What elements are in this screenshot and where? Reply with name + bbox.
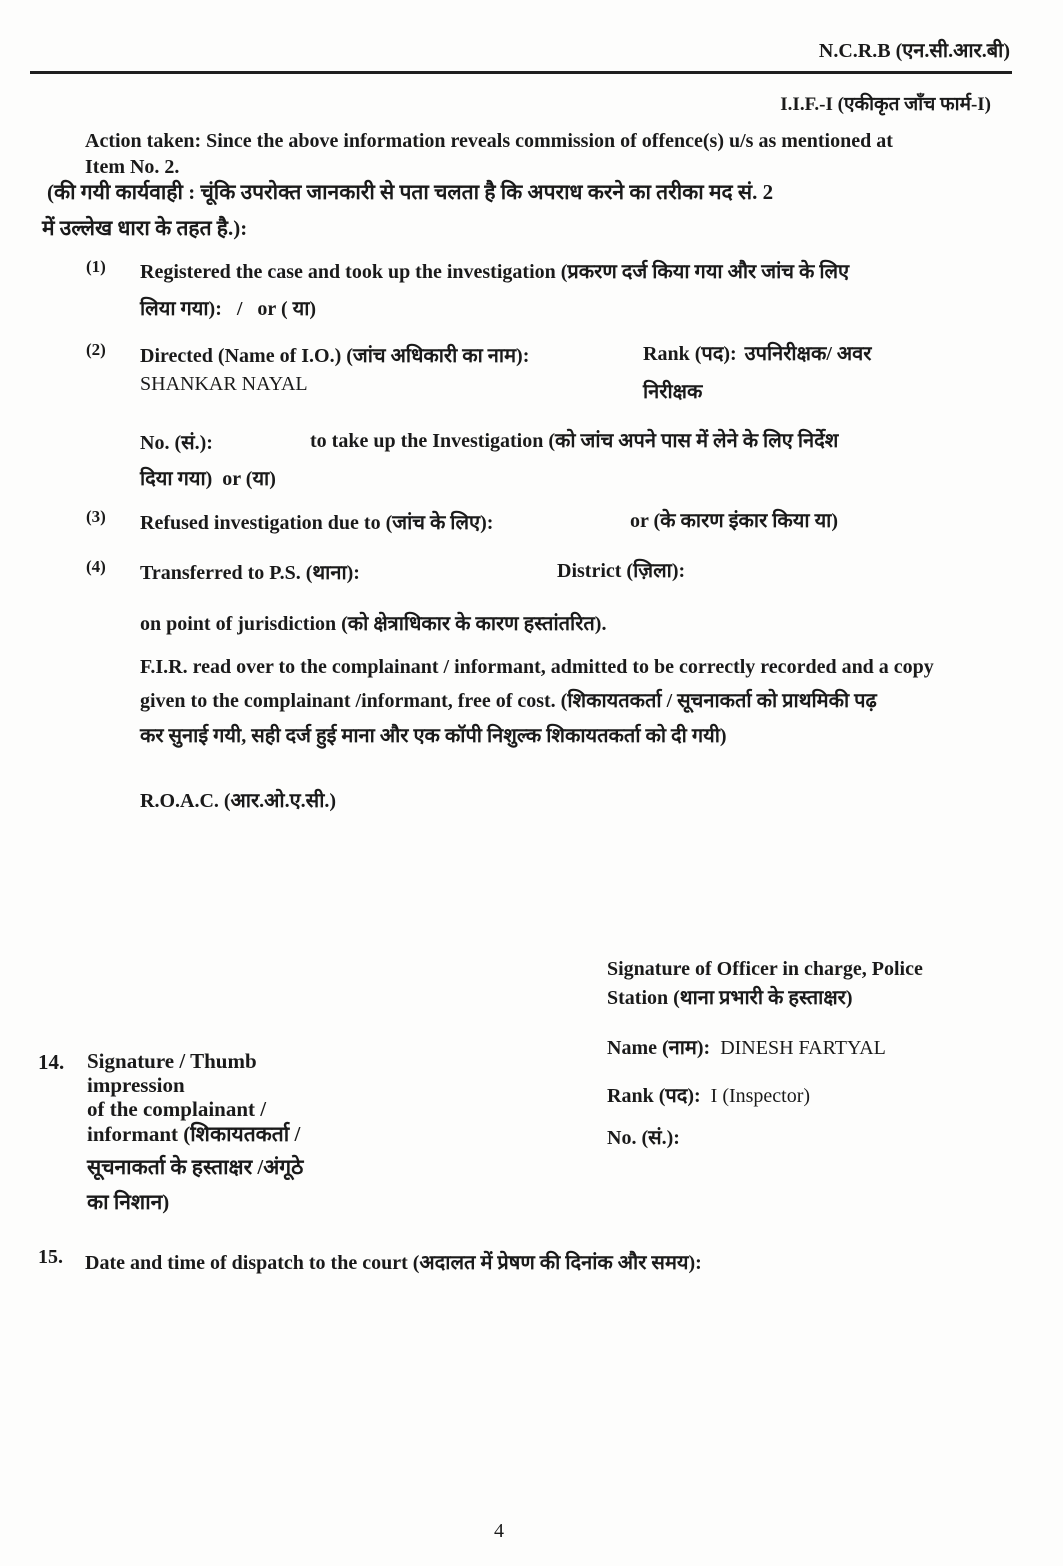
officer-name-row	[607, 1037, 886, 1060]
item14-line-6: का निशान)	[87, 1190, 170, 1214]
item14-number: 14.	[38, 1050, 65, 1074]
officer-rank-row	[607, 1085, 810, 1108]
officer-rank-label: Rank (पद):	[607, 1085, 701, 1107]
header-form-title: I.I.F.-I (एकीकृत जाँच फार्म-I)	[780, 94, 991, 115]
item1-line1: Registered the case and took up the investigation (प्रकरण दर्ज किया गया और जांच के लिए	[140, 261, 850, 283]
item3-refused-label: Refused investigation due to (जांच के लिए):	[140, 512, 494, 534]
item2-rank-value-line2: निरीक्षक	[643, 381, 703, 403]
item1-number: (1)	[86, 257, 106, 276]
item15-number: 15.	[38, 1246, 63, 1268]
item4-jurisdiction-line: on point of jurisdiction (को क्षेत्राधिकार के कारण हस्तांतरित).	[140, 613, 607, 635]
header-org-title: N.C.R.B (एन.सी.आर.बी)	[818, 40, 1010, 62]
item2-number: (2)	[86, 340, 106, 359]
item2-officer-name: SHANKAR NAYAL	[140, 373, 308, 395]
officer-signature-line2: Station (थाना प्रभारी के हस्ताक्षर)	[607, 987, 853, 1009]
item2-directed-label: Directed (Name of I.O.) (जांच अधिकारी का नाम):	[140, 345, 530, 367]
item14-line-5: सूचनाकर्ता के हस्ताक्षर /अंगूठे	[87, 1155, 304, 1179]
item3-or-text: or (के कारण इंकार किया या)	[630, 510, 839, 532]
item2-rank-row	[643, 343, 871, 366]
action-taken-hi-line1: (की गयी कार्यवाही : चूंकि उपरोक्त जानकारी से पता चलता है कि अपराध करने का तरीका मद सं. 2	[47, 180, 774, 204]
item14-line-4: informant (शिकायतकर्ता /	[87, 1122, 301, 1146]
officer-rank-value: I (Inspector)	[710, 1085, 811, 1107]
officer-signature-line1: Signature of Officer in charge, Police	[607, 958, 923, 980]
item14-line-1: Signature / Thumb	[87, 1049, 257, 1073]
item4-number: (4)	[86, 557, 106, 576]
item2-takeup-line2: दिया गया) or (या)	[140, 468, 276, 490]
item1-line2: लिया गया): / or ( या)	[140, 298, 317, 320]
item2-rank-value-line1: उपनिरीक्षक/ अवर	[744, 343, 872, 365]
officer-name-label: Name (नाम):	[607, 1037, 711, 1059]
officer-no-label: No. (सं.):	[607, 1127, 680, 1149]
item4-transferred-label: Transferred to P.S. (थाना):	[140, 562, 360, 584]
item15-label: Date and time of dispatch to the court (अदालत में प्रेषण की दिनांक और समय):	[85, 1252, 702, 1274]
action-taken-en-line2: Item No. 2.	[85, 156, 180, 178]
header-divider	[30, 71, 1012, 74]
officer-name-value: DINESH FARTYAL	[720, 1037, 886, 1059]
fir-para-line3: कर सुनाई गयी, सही दर्ज हुई माना और एक कॉपी निशुल्क शिकायतकर्ता को दी गयी)	[140, 725, 727, 747]
fir-para-line1: F.I.R. read over to the complainant / informant, admitted to be correctly recorded and a copy	[140, 656, 934, 678]
action-taken-en-line1: Action taken: Since the above information reveals commission of offence(s) u/s as mentioned at	[85, 130, 893, 152]
item3-number: (3)	[86, 507, 106, 526]
item14-line-3: of the complainant /	[87, 1097, 267, 1121]
page-number: 4	[494, 1520, 504, 1542]
fir-para-line2: given to the complainant /informant, free of cost. (शिकायतकर्ता / सूचनाकर्ता को प्राथमिकी पढ़	[140, 690, 877, 712]
item2-no-label: No. (सं.):	[140, 432, 213, 454]
item2-rank-label: Rank (पद):	[643, 343, 737, 365]
action-taken-hi-line2: में उल्लेख धारा के तहत है.):	[42, 216, 248, 240]
item14-line-2: impression	[87, 1073, 185, 1097]
item2-takeup-line1: to take up the Investigation (को जांच अपने पास में लेने के लिए निर्देश	[310, 430, 839, 452]
roac-line: R.O.A.C. (आर.ओ.ए.सी.)	[140, 790, 337, 812]
item4-district-label: District (ज़िला):	[557, 560, 686, 582]
